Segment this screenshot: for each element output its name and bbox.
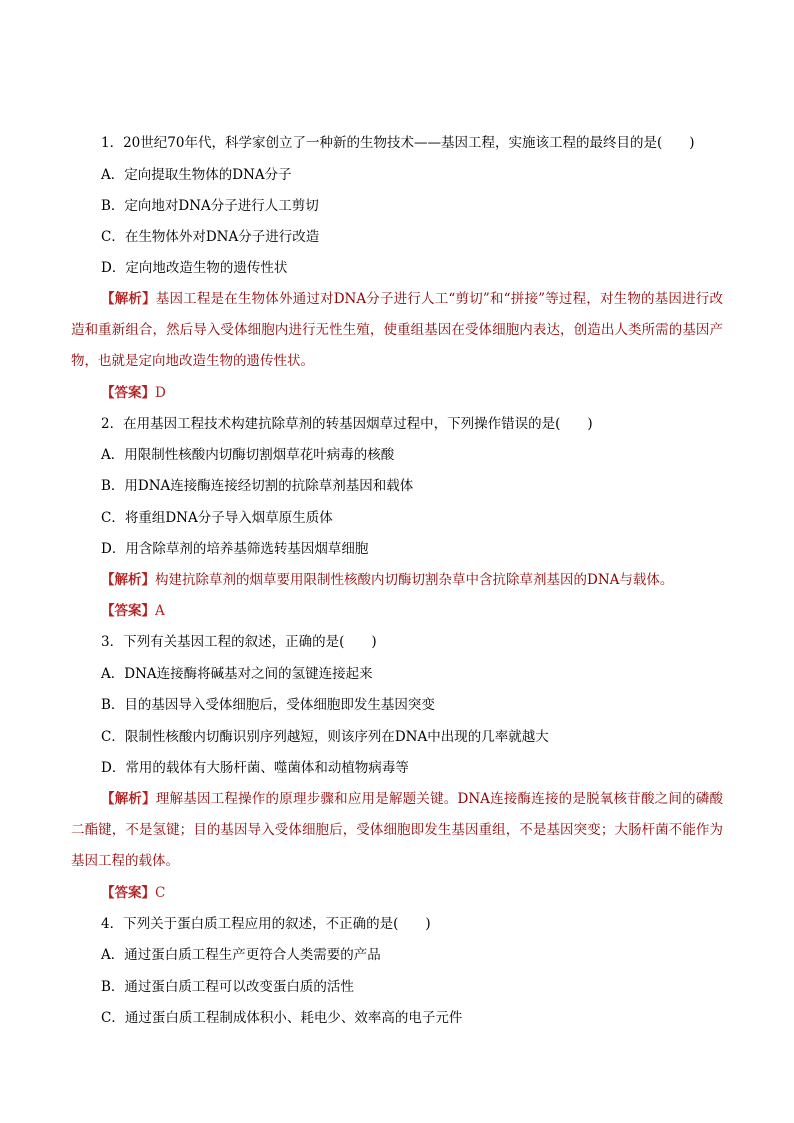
answer-tag: 【答案】 — [101, 885, 155, 901]
question-3-explanation — [71, 784, 723, 877]
question-3-option-d: D．常用的载体有大肠杆菌、噬菌体和动植物病毒等 — [101, 760, 409, 776]
question-1-option-b: B．定向地对DNA分子进行人工剪切 — [101, 198, 319, 214]
question-4-option-c: C．通过蛋白质工程制成体积小、耗电少、效率高的电子元件 — [101, 1010, 463, 1026]
question-2-stem: 2．在用基因工程技术构建抗除草剂的转基因烟草过程中，下列操作错误的是( ) — [101, 416, 593, 432]
question-3-stem: 3．下列有关基因工程的叙述，正确的是( ) — [101, 634, 377, 650]
question-1-stem: 1．20世纪70年代，科学家创立了一种新的生物技术——基因工程，实施该工程的最终目的是( ) — [101, 135, 695, 151]
question-2-option-b: B．用DNA连接酶连接经切割的抗除草剂基因和载体 — [101, 478, 414, 494]
question-1-option-c: C．在生物体外对DNA分子进行改造 — [101, 229, 320, 245]
explanation-body: 构建抗除草剂的烟草要用限制性核酸内切酶切割杂草中含抗除草剂基因的DNA与载体。 — [155, 572, 674, 588]
explanation-body: 基因工程是在生物体外通过对DNA分子进行人工“剪切”和“拼接”等过程，对生物的基因进行改造和重新组合，然后导入受体细胞内进行无性生殖，使重组基因在受体细胞内表达，创造出人类所需的基因产物，也就是定向地改造生物的遗传性状。 — [71, 291, 724, 369]
question-1-explanation — [71, 284, 723, 377]
question-1-option-d: D．定向地改造生物的遗传性状 — [101, 260, 288, 276]
question-4-stem: 4．下列关于蛋白质工程应用的叙述，不正确的是( ) — [101, 916, 431, 932]
question-2-answer — [101, 603, 165, 619]
question-2-option-c: C．将重组DNA分子导入烟草原生质体 — [101, 510, 333, 526]
answer-tag: 【答案】 — [101, 385, 155, 401]
question-2-option-d: D．用含除草剂的培养基筛选转基因烟草细胞 — [101, 541, 369, 557]
answer-tag: 【答案】 — [101, 603, 155, 619]
question-3-option-b: B．目的基因导入受体细胞后，受体细胞即发生基因突变 — [101, 697, 435, 713]
question-4-option-a: A．通过蛋白质工程生产更符合人类需要的产品 — [101, 947, 381, 963]
question-3-option-c: C．限制性核酸内切酶识别序列越短，则该序列在DNA中出现的几率就越大 — [101, 729, 549, 745]
answer-value: C — [155, 885, 166, 901]
question-3-answer — [101, 885, 165, 901]
explanation-body: 理解基因工程操作的原理步骤和应用是解题关键。DNA连接酶连接的是脱氧核苷酸之间的磷酸二酯键，不是氢键；目的基因导入受体细胞后，受体细胞即发生基因重组，不是基因突变；大肠杆菌不能作为基因工程的载体。 — [71, 791, 724, 869]
question-3-option-a: A．DNA连接酶将碱基对之间的氢键连接起来 — [101, 666, 373, 682]
explanation-tag: 【解析】 — [101, 291, 156, 307]
question-2-explanation — [71, 565, 723, 596]
answer-value: D — [155, 385, 166, 401]
answer-value: A — [155, 603, 165, 619]
question-1-option-a: A．定向提取生物体的DNA分子 — [101, 167, 292, 183]
explanation-tag: 【解析】 — [101, 791, 156, 807]
question-1-answer — [101, 385, 166, 401]
question-2-option-a: A．用限制性核酸内切酶切割烟草花叶病毒的核酸 — [101, 447, 395, 463]
explanation-tag: 【解析】 — [101, 572, 155, 588]
question-4-option-b: B．通过蛋白质工程可以改变蛋白质的活性 — [101, 979, 354, 995]
